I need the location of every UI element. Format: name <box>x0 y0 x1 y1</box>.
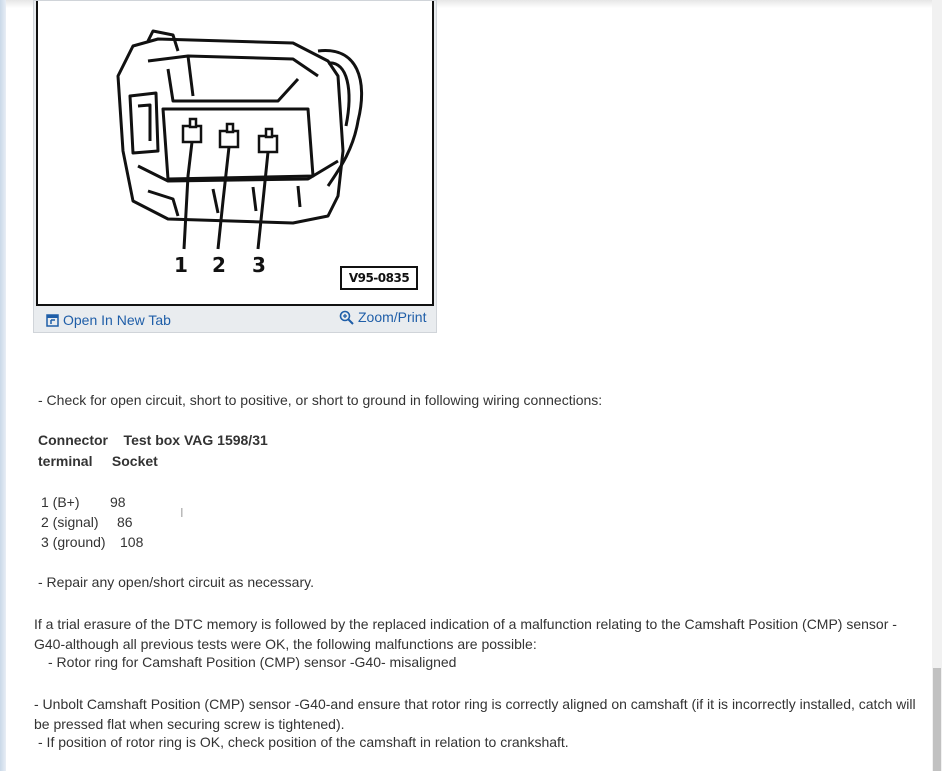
figure-image <box>36 1 434 306</box>
connector-figure <box>33 0 437 333</box>
figure-toolbar <box>34 307 436 333</box>
pin-label-2: 2 <box>212 253 226 277</box>
table-row-socket: 86 <box>117 514 133 530</box>
scrollbar-thumb[interactable] <box>933 668 941 771</box>
window-left-edge <box>0 0 6 771</box>
trial-erasure-paragraph: If a trial erasure of the DTC memory is followed by the replaced indication of a malfunction relating to the Camshaft Position (CMP) sensor -G40-although all previous tests were OK, the following malfunctions are possible: <box>34 616 897 652</box>
figure-code-label: V95-0835 <box>340 266 418 290</box>
table-row-socket: 108 <box>120 534 144 550</box>
vertical-scrollbar[interactable] <box>932 0 942 771</box>
connector-drawing <box>38 1 432 304</box>
open-new-tab-link[interactable] <box>46 312 171 328</box>
text-cursor-icon: I <box>180 505 184 520</box>
table-row-terminal: 1 (B+) <box>41 494 80 510</box>
repair-instruction: - Repair any open/short circuit as necessary. <box>38 574 314 590</box>
zoom-print-link[interactable] <box>339 309 426 325</box>
pin-label-1: 1 <box>174 253 188 277</box>
table-header-row-1: Connector Test box VAG 1598/31 <box>38 432 268 448</box>
check-instruction: - Check for open circuit, short to positive, or short to ground in following wiring connections: <box>38 392 603 408</box>
open-new-tab-label: Open In New Tab <box>63 312 171 328</box>
open-new-tab-icon <box>46 314 59 327</box>
zoom-icon <box>339 310 354 325</box>
camshaft-position-instruction: - If position of rotor ring is OK, check position of the camshaft in relation to crankshaft. <box>38 734 569 750</box>
unbolt-instruction: - Unbolt Camshaft Position (CMP) sensor -G40-and ensure that rotor ring is correctly aligned on camshaft (if it is incorrectly installed, catch will be pressed flat when securing screw is tightened). <box>34 696 916 732</box>
pin-label-3: 3 <box>252 253 266 277</box>
rotor-ring-item: - Rotor ring for Camshaft Position (CMP) sensor -G40- misaligned <box>48 654 457 670</box>
zoom-print-label: Zoom/Print <box>358 309 427 325</box>
table-row-terminal: 3 (ground) <box>41 534 106 550</box>
table-header-row-2: terminal Socket <box>38 453 158 469</box>
table-row-terminal: 2 (signal) <box>41 514 99 530</box>
table-row-socket: 98 <box>110 494 126 510</box>
